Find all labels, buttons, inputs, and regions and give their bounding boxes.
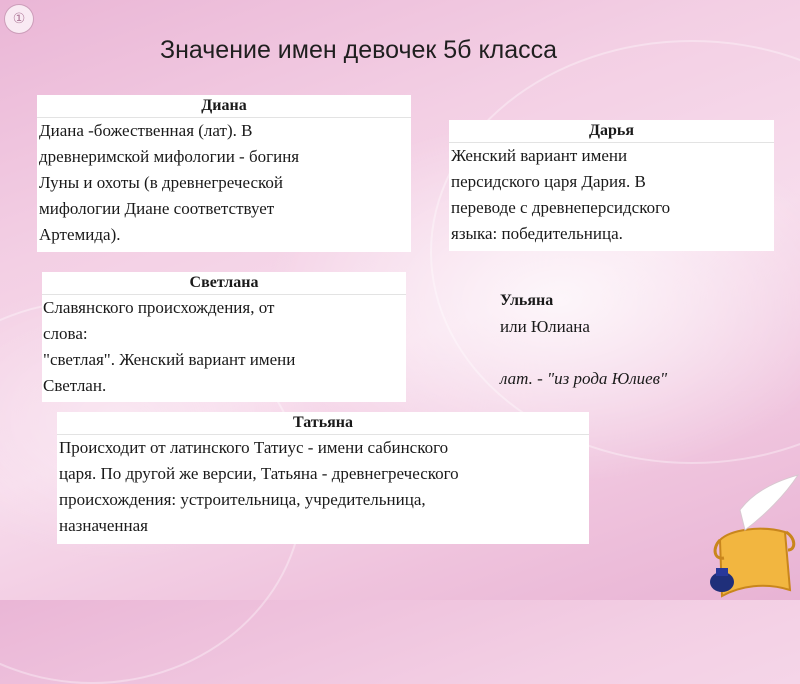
ulyana-origin: лат. - "из рода Юлиев" (500, 369, 668, 388)
card-line: происхождения: устроительница, учредительница, (59, 490, 426, 509)
card-line: языка: победительница. (451, 224, 623, 243)
card-title: Татьяна (57, 412, 589, 435)
card-tatyana (57, 412, 589, 544)
card-title: Диана (37, 95, 411, 118)
card-line: персидского царя Дария. В (451, 172, 646, 191)
card-line: Артемида). (39, 225, 121, 244)
page-title: Значение имен девочек 5б класса (160, 36, 558, 64)
card-line: Женский вариант имени (451, 146, 628, 165)
card-line: Луны и охоты (в древнегреческой (39, 173, 283, 192)
card-line: Диана -божественная (лат). В (39, 121, 253, 140)
card-line: слова: (43, 324, 88, 343)
card-line: царя. По другой же версии, Татьяна - древнегреческого (59, 464, 459, 483)
card-body (449, 143, 774, 247)
card-line: переводе с древнеперсидского (451, 198, 671, 217)
ulyana-title: Ульяна (500, 292, 554, 309)
card-body (37, 118, 411, 248)
background-swirl (430, 40, 800, 464)
presentation-logo-icon: ① (4, 4, 34, 34)
card-title: Светлана (42, 272, 406, 295)
card-line: "светлая". Женский вариант имени (43, 350, 296, 369)
card-line: мифологии Диане соответствует (39, 199, 275, 218)
card-svetlana (42, 272, 406, 402)
ulyana-note (500, 288, 760, 392)
card-line: Происходит от латинского Татиус - имени сабинского (59, 438, 449, 457)
card-line: назначенная (59, 516, 148, 535)
card-body (57, 435, 589, 539)
ulyana-alt-name: или Юлиана (500, 317, 590, 336)
card-diana (37, 95, 411, 252)
card-darya (449, 120, 774, 251)
card-line: Светлан. (43, 376, 107, 395)
card-body (42, 295, 406, 399)
scroll-and-quill-icon (700, 470, 800, 600)
card-line: Славянского происхождения, от (43, 298, 275, 317)
card-line: древнеримской мифологии - богиня (39, 147, 300, 166)
card-title: Дарья (449, 120, 774, 143)
